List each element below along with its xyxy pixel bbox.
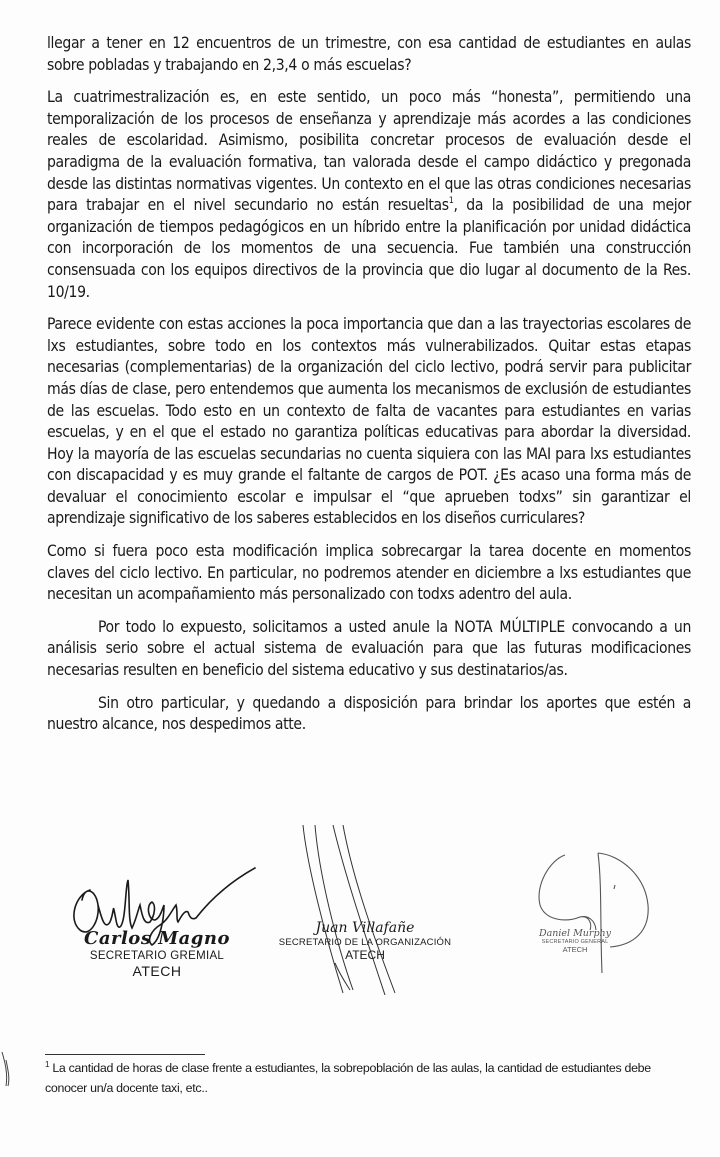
paragraph-text: La cuatrimestralización es, en este sentido, un poco más “honesta”, permitiendo una temporalización de los procesos de enseñanza y aprendizaje más acordes a las condiciones reales de escolaridad. Asimismo, posibilita concretar procesos de evaluación desde el paradigma de la evaluación formativa, tan valorada desde el campo didáctico y pregonada desde las distintas normativas vigentes. Un contexto en el que las otras condiciones necesarias para trabajar en el nivel secundario no están resueltas xyxy=(47,88,691,215)
paragraph-sobrecarga: Como si fuera poco esta modificación implica sobrecargar la tarea docente en momentos claves del ciclo lectivo. En particular, no podremos atender en diciembre a lxs estudiantes que necesitan un acompañamiento más personalizado con todxs adentro del aula. xyxy=(47,542,691,604)
margin-pen-mark xyxy=(0,1050,20,1090)
signer-name: Juan Villafañe xyxy=(315,920,415,936)
footnote xyxy=(45,1058,695,1098)
paragraph-cuatrimestralizacion xyxy=(47,87,691,303)
signer-organization: ATECH xyxy=(345,948,385,962)
signer-organization: ATECH xyxy=(132,963,182,979)
letter-body xyxy=(47,33,691,747)
paragraph-text: , da la posibilidad de una mejor organización de tiempos pedagógicos en un híbrido entre la planificación por unidad didáctica con incorporación de los momentos de una secuencia. Fue también una construcción consensuada con los equipos directivos de la provincia que dio lugar al documento de la Res. 10/19. xyxy=(47,196,691,301)
signer-role: SECRETARIO DE LA ORGANIZACIÓN xyxy=(278,937,452,948)
paragraph-text: Por todo lo expuesto, solicitamos a usted anule la xyxy=(98,617,455,636)
signature-carlos-magno xyxy=(72,860,242,979)
paragraph-text: convocando a un análisis serio sobre el actual sistema de evaluación para que las futuras modificaciones necesarias resulten en beneficio del sistema educativo y sus destinatarios/as. xyxy=(47,617,691,680)
footnote-separator xyxy=(45,1054,205,1055)
signer-name: Daniel Murphy xyxy=(538,928,612,939)
paragraph-trayectorias: Parece evidente con estas acciones la poca importancia que dan a las trayectorias escolares de lxs estudiantes, sobre todo en los contextos más vulnerabilizados. Quitar estas etapas necesarias (complementarias) de la organización del ciclo lectivo, podrá servir para publicitar más días de clase, pero entendemos que aumenta los mecanismos de exclusión de estudiantes de las escuelas. Todo esto en un contexto de falta de vacantes para estudiantes en varias escuelas, y en el que el estado no garantiza políticas educativas para abordar la diversidad. Hoy la mayoría de las escuelas secundarias no cuenta siquiera con las MAI para lxs estudiantes con discapacidad y es muy grande el faltante de cargos de POT. ¿Es acaso una forma más de devaluar el conocimiento escolar e impulsar el “que aprueben todxs” sin garantizar el aprendizaje significativo de los saberes establecidos en los diseños curriculares? xyxy=(47,315,691,528)
signer-organization: ATECH xyxy=(562,945,588,954)
footnote-text: La cantidad de horas de clase frente a estudiantes, la sobrepoblación de las aulas, la cantidad de estudiantes debe conocer un/a docente taxi, etc.. xyxy=(45,1061,651,1095)
signer-role: SECRETARIO GENERAL xyxy=(541,939,609,945)
footnote-reference[interactable]: 1 xyxy=(448,196,454,207)
paragraph-closing: Sin otro particular, y quedando a disposición para brindar los aportes que estén a nuestro alcance, nos despedimos atte. xyxy=(47,693,691,734)
signature-daniel-murphy xyxy=(520,928,630,954)
signature-juan-villafane xyxy=(265,920,465,962)
nota-multiple-emphasis: NOTA MÚLTIPLE xyxy=(454,617,566,636)
signer-role: SECRETARIO GREMIAL xyxy=(89,950,225,962)
signature-scribble-juan-villafane xyxy=(285,825,425,995)
paragraph-solicitud xyxy=(47,617,691,682)
signature-scribble-daniel-murphy xyxy=(510,845,650,975)
paragraph-continuation: llegar a tener en 12 encuentros de un trimestre, con esa cantidad de estudiantes en aulas sobre pobladas y trabajando en 2,3,4 o más escuelas? xyxy=(47,34,691,74)
footnote-marker: 1 xyxy=(45,1060,50,1069)
signer-name: Carlos Magno xyxy=(84,928,230,949)
